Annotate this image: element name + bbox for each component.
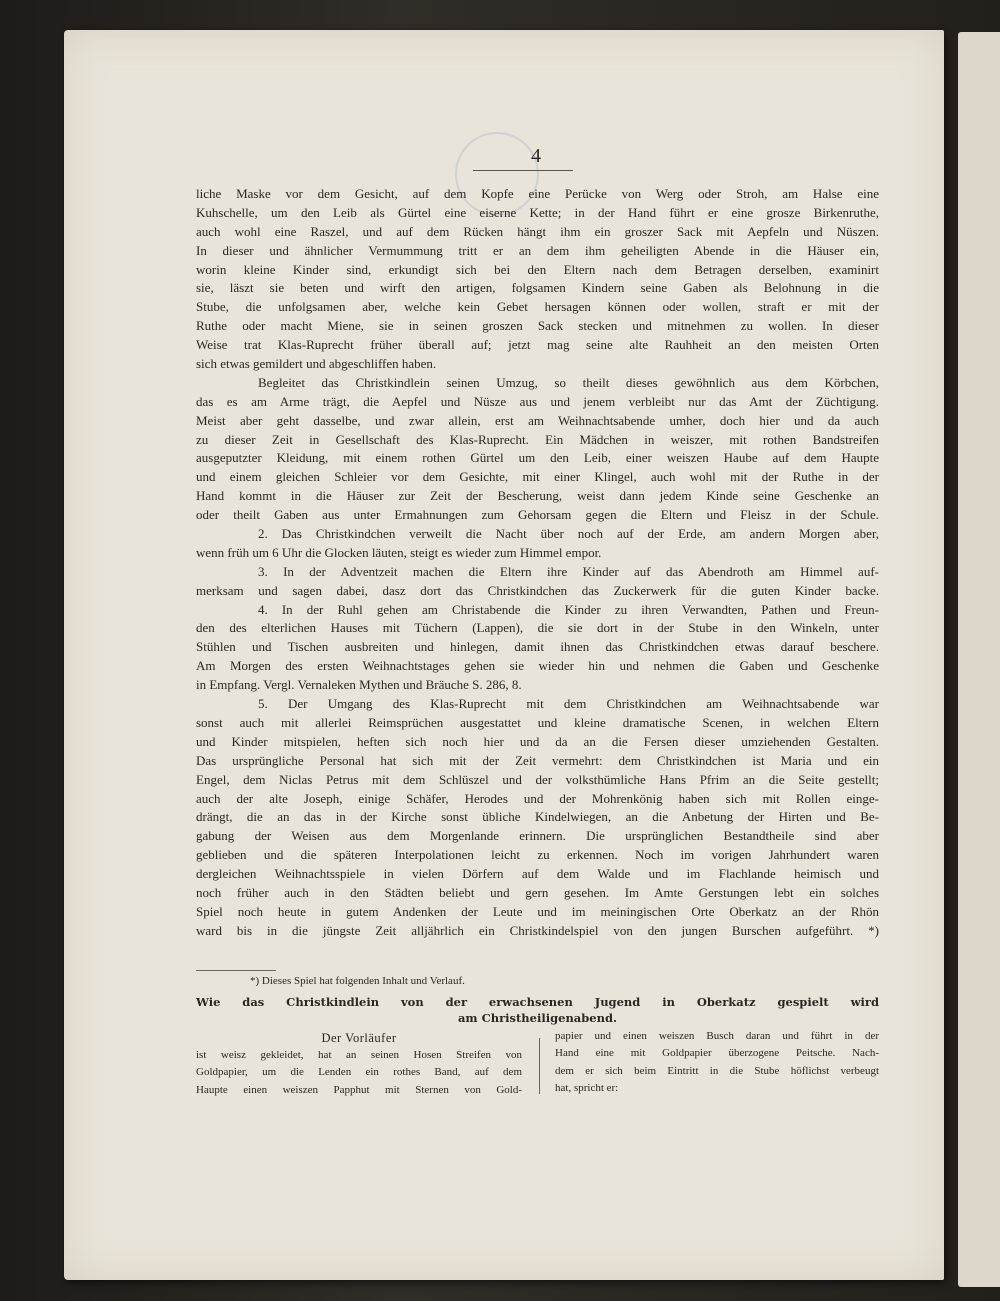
text-line: sie, läszt sie beten und wirft den artigen, folgsamen Kindern seine Gaben als Belohnung in die	[196, 280, 879, 296]
page-number-rule	[473, 170, 573, 171]
text-line: auch der alte Joseph, einige Schäfer, Herodes und der Mohrenkönig haben sich mit Rollen einge-	[196, 790, 879, 806]
column-divider	[539, 1038, 540, 1094]
text-line: liche Maske vor dem Gesicht, auf dem Kopfe eine Perücke von Werg oder Stroh, am Halse eine	[196, 186, 879, 201]
text-line: und einem gleichen Schleier vor dem Gesichte, mit einer Klingel, auch wohl mit der Ruthe in der	[196, 469, 879, 485]
page-number: 4	[531, 145, 541, 167]
footnote-heading-line: Wie das Christkindlein von der erwachsenen Jugend in Oberkatz gespielt wird	[196, 995, 879, 1009]
footnote-line: dem er sich beim Eintritt in die Stube höflichst verbeugt	[555, 1064, 879, 1077]
body-text	[196, 185, 879, 941]
text-line: noch früher auch in den Städten beliebt und gern gesehen. Im Amte Gerstungen lebt ein solches	[196, 884, 879, 900]
text-line: Am Morgen des ersten Weihnachtstages gehen sie wieder hin und nehmen die Gaben und Geschenke	[196, 658, 879, 674]
text-line: ausgeputzter Kleidung, mit einem rothen Gürtel um den Leib, einer weiszen Haube auf dem Haupte	[196, 450, 879, 466]
text-line: wenn früh um 6 Uhr die Glocken läuten, steigt es wieder zum Himmel empor.	[196, 544, 602, 560]
text-line: oder theilt Gaben aus unter Ermahnungen zum Gehorsam gegen die Eltern und Fleisz in der Schule.	[196, 507, 879, 523]
text-line: Weise trat Klas-Ruprecht früher überall auf; jetzt mag seine alte Rauhheit an den meisten Orten	[196, 337, 879, 353]
adjacent-page-edge	[958, 32, 1000, 1287]
text-line: sonst auch mit allerlei Reimsprüchen ausgestattet und kleine dramatische Scenen, in welchen Eltern	[196, 714, 879, 730]
footnote-heading-line: am Christheiligenabend.	[457, 1011, 618, 1025]
footnote-line: Goldpapier, um die Lenden ein rothes Band, auf dem	[196, 1066, 522, 1079]
text-line: sich etwas gemildert und abgeschliffen haben.	[196, 356, 437, 372]
footnote-line: papier und einen weiszen Busch daran und führt in der	[555, 1030, 879, 1042]
text-line: Ruthe oder macht Miene, sie in seinen groszen Sack stecken und mitnehmen zu wollen. In dieser	[196, 318, 879, 334]
text-line: in Empfang. Vergl. Vernaleken Mythen und Bräuche S. 286, 8.	[196, 677, 522, 693]
text-line: 4. In der Ruhl gehen am Christabende die Kinder zu ihren Verwandten, Pathen und Freun-	[258, 601, 879, 617]
footnote-line: ist weisz gekleidet, hat an seinen Hosen Streifen von	[196, 1049, 522, 1061]
footnote-line: hat, spricht er:	[555, 1081, 619, 1094]
text-line: merksam und sagen dabei, dasz dort das Christkindchen das Zuckerwerk für die guten Kinder backe.	[196, 582, 879, 598]
text-line: Meist aber geht dasselbe, und zwar allein, erst am Weihnachtsabende umher, doch hier und da auch	[196, 412, 879, 428]
text-line: Engel, dem Niclas Petrus mit dem Schlüszel und der volksthümliche Hans Pfrim an die Seite gestellt;	[196, 771, 879, 787]
text-line: drängt, die an das in der Kirche sonst übliche Kindelwiegen, an die Anbetung der Hirten und Be-	[196, 809, 879, 825]
text-line: 2. Das Christkindchen verweilt die Nacht über noch auf der Erde, am andern Morgen aber,	[258, 526, 879, 542]
footnote-right-column	[555, 1028, 879, 1097]
text-line: auch wohl eine Raszel, und auf dem Rücken hängt ihm ein groszer Sack mit Aepfeln und Nüszen.	[196, 223, 879, 239]
text-line: Begleitet das Christkindlein seinen Umzug, so theilt dieses gewöhnlich aus dem Körbchen,	[258, 374, 879, 390]
text-line: worin kleine Kinder sind, erkundigt sich bei den Eltern nach dem Betragen derselben, examinirt	[196, 261, 879, 277]
text-line: Hand kommt in die Häuser zur Zeit der Bescherung, weist dann jedem Kinde seine Geschenke an	[196, 488, 879, 504]
footnote-line: Haupte einen weiszen Papphut mit Sternen von Gold-	[196, 1083, 522, 1096]
footnote-heading	[196, 994, 879, 1026]
text-line: das es am Arme trägt, die Aepfel und Nüsze aus und jenem verbleibt nur das Amt der Züchtigung.	[196, 393, 879, 409]
footnote-line: Hand eine mit Goldpapier überzogene Peitsche. Nach-	[555, 1047, 879, 1060]
text-line: dergleichen Weihnachtsspiele in vielen Dörfern auf dem Walde und im Flachlande heimisch und	[196, 866, 879, 882]
text-line: Spiel noch heute in gutem Andenken der Leute und im meiningischen Orte Oberkatz an der Rhön	[196, 903, 879, 919]
text-line: Stühlen und Tischen ausbreiten und hinlegen, damit ihnen das Christkindchen etwas darauf beschere.	[196, 639, 879, 655]
text-line: zu dieser Zeit in Gesellschaft des Klas-Ruprecht. Ein Mädchen in weiszer, mit rothen Bandstreifen	[196, 431, 879, 447]
text-line: Kuhschelle, um den Leib als Gürtel eine eiserne Kette; in der Hand führt er eine grosze Birkenruthe,	[196, 204, 879, 220]
text-line: geblieben und die späteren Interpolationen leicht zu erkennen. Noch im vorigen Jahrhundert waren	[196, 847, 879, 863]
text-line: In dieser und ähnlicher Vermummung tritt er an dem ihm geheiligten Abende in die Häuser ein,	[196, 242, 879, 258]
text-line: ward bis in die jüngste Zeit alljährlich ein Christkindelspiel von den jungen Burschen aufgeführt. *)	[196, 922, 879, 938]
footnote-rule	[196, 970, 276, 971]
text-line: 5. Der Umgang des Klas-Ruprecht mit dem Christkindchen am Weihnachtsabende war	[258, 696, 879, 712]
text-line: 3. In der Adventzeit machen die Eltern ihre Kinder auf das Abendroth am Himmel auf-	[258, 563, 879, 579]
footnote-subhead: Der Vorläufer	[321, 1031, 397, 1045]
footnote-left-column	[196, 1030, 522, 1099]
text-line: Das ursprüngliche Personal hat sich mit der Zeit vermehrt: dem Christkindchen ist Maria und ein	[196, 752, 879, 768]
footnote-intro: *) Dieses Spiel hat folgenden Inhalt und Verlauf.	[250, 975, 465, 987]
text-line: Stube, die unfolgsamen aber, welche kein Gebet hersagen können oder wollen, straft er mit der	[196, 299, 879, 315]
text-line: den des elterlichen Hauses mit Tüchern (Lappen), die sie dort in der Stube in den Winkeln, unter	[196, 620, 879, 636]
text-line: gabung der Weisen aus dem Morgenlande erinnern. Die ursprünglichen Bestandtheile sind aber	[196, 828, 879, 844]
text-line: und Kinder mitspielen, heften sich noch hier und da an die Fersen dieser umziehenden Gestalten.	[196, 733, 879, 749]
